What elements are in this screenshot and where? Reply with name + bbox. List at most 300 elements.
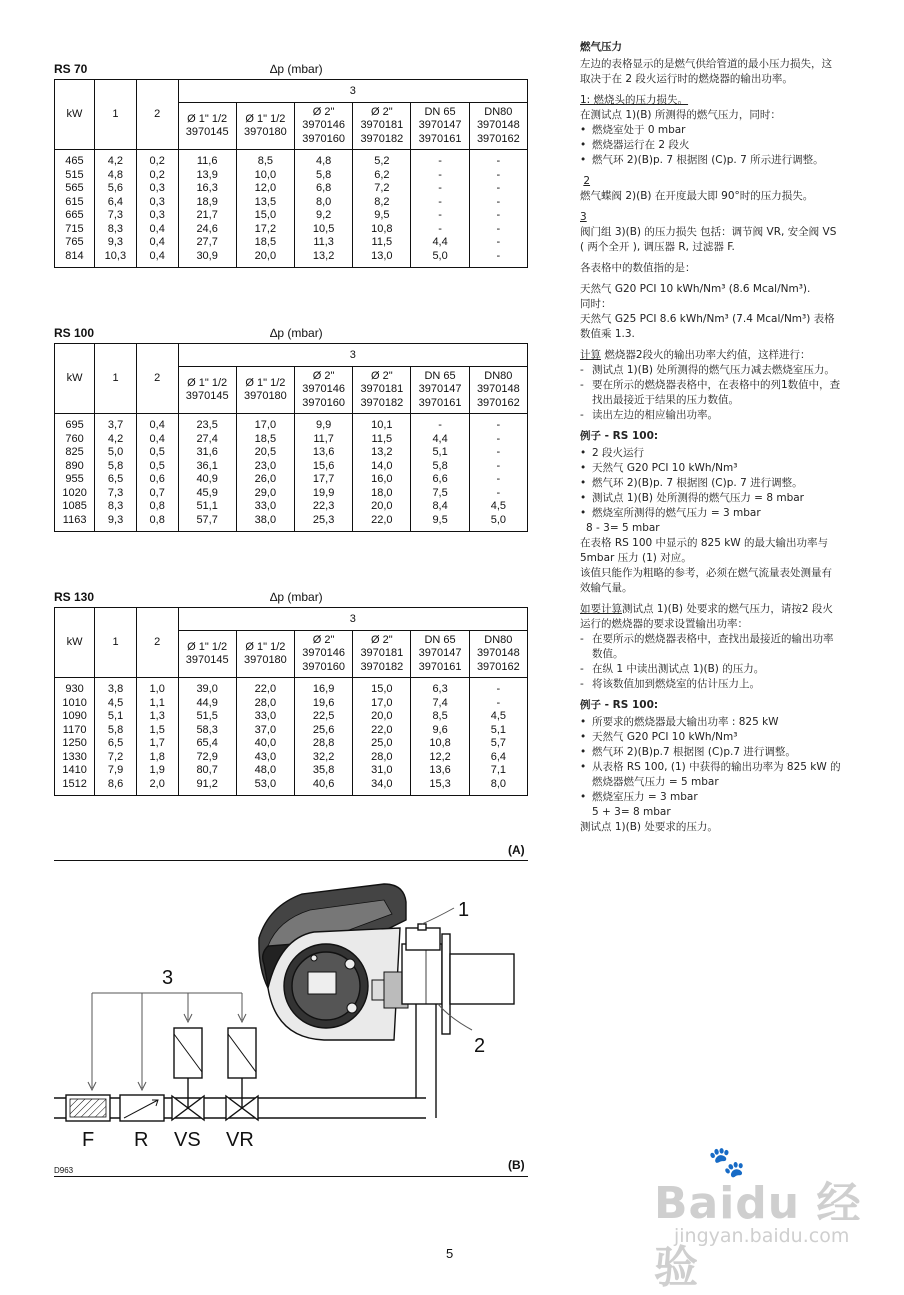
- table-cell: 11,5: [371, 236, 393, 248]
- table-cell: -: [496, 195, 501, 208]
- table-cell: 16,9: [312, 683, 335, 695]
- table-col: [55, 414, 95, 532]
- table-cell: -: [496, 696, 501, 709]
- table-cell: 1085: [62, 500, 87, 512]
- table-cell: -: [496, 236, 501, 248]
- table-col: [295, 150, 353, 268]
- valve-col-header: [469, 367, 527, 414]
- table-cell: 28,0: [371, 750, 393, 763]
- table-cell: 825: [65, 446, 84, 458]
- header-line: DN80: [484, 633, 513, 646]
- table-cell: -: [496, 446, 501, 458]
- table-cell: 31,6: [196, 446, 218, 458]
- table-cell: 1,8: [149, 750, 165, 763]
- list-item: - 在要所示的燃烧器表格中，查找出最接近的输出功率数值。: [580, 632, 842, 662]
- table-cell: 8,0: [490, 777, 506, 790]
- table-cell: 0,8: [149, 513, 165, 526]
- s3-head: 3: [580, 211, 587, 223]
- table-cell: 20,0: [254, 249, 277, 262]
- table-cell: 5,8: [107, 723, 124, 736]
- table-col: [178, 678, 236, 796]
- table-cell: 4,5: [490, 710, 506, 722]
- table-cell: 4,4: [432, 236, 448, 248]
- header-line: 3970180: [243, 654, 287, 666]
- table-col: [236, 150, 294, 268]
- table-cell: 0,4: [149, 236, 165, 248]
- table-cell: 695: [65, 419, 84, 431]
- table-cell: 10,0: [254, 168, 277, 181]
- table-cell: 0,4: [149, 222, 165, 235]
- calc-head: 计算: [580, 349, 601, 361]
- table-cell: 25,6: [312, 723, 335, 736]
- example2-head: 例子 - RS 100:: [580, 699, 659, 711]
- table-cell: 13,0: [371, 249, 393, 262]
- table-cell: 33,0: [254, 500, 277, 512]
- list-item: - 将该数值加到燃烧室的估计压力上。: [580, 677, 842, 692]
- example1-head: 例子 - RS 100:: [580, 430, 659, 442]
- example1-note: 该值只能作为粗略的参考，必须在燃气流量表处测量有效输气量。: [580, 567, 832, 594]
- col-header-3: 3: [178, 608, 527, 631]
- regulator-r-icon: [120, 1095, 164, 1121]
- table-cell: 615: [65, 195, 84, 208]
- table-cell: 11,5: [371, 432, 393, 445]
- table-block-rs130: [54, 590, 528, 796]
- table-cell: 1163: [62, 513, 87, 526]
- s1-head: 1: 燃烧头的压力损失。: [580, 94, 689, 106]
- table-cell: 13,5: [254, 195, 277, 208]
- header-line: 3970180: [243, 126, 287, 138]
- valve-col-header: [178, 367, 236, 414]
- table-cell: 18,5: [254, 236, 277, 248]
- list-item: • 燃气环 2)(B)p.7 根据图 (C)p.7 进行调整。: [580, 745, 842, 760]
- table-cell: 16,0: [371, 473, 393, 485]
- table-dp-label: ∆p (mbar): [270, 326, 323, 340]
- table-cell: 33,0: [254, 710, 277, 722]
- table-col: [353, 150, 411, 268]
- list-item: • 2 段火运行: [580, 446, 842, 461]
- table-cell: 5,1: [432, 446, 448, 458]
- table-cell: 8,4: [432, 500, 448, 512]
- table-cell: 0,3: [149, 195, 165, 208]
- filter-f-icon: [66, 1095, 110, 1121]
- valve-col-header: [411, 367, 469, 414]
- table-cell: 27,7: [196, 236, 218, 248]
- col-header-2: 2: [136, 80, 178, 150]
- table-cell: 1250: [62, 737, 87, 749]
- divider-a: [54, 860, 528, 861]
- valve-col-header: [353, 631, 411, 678]
- table-cell: 665: [65, 209, 84, 221]
- col-header-3: 3: [178, 344, 527, 367]
- header-line: 3970160: [302, 132, 346, 145]
- header-line: Ø 1" 1/2: [187, 376, 228, 389]
- table-cell: 10,8: [429, 737, 451, 749]
- table-header: [54, 62, 528, 78]
- table-cell: 4,2: [107, 155, 124, 167]
- table-model: RS 100: [54, 326, 95, 340]
- table-cell: 8,5: [257, 155, 274, 167]
- right-column: [580, 40, 842, 841]
- table-cell: 40,0: [254, 737, 277, 749]
- table-cell: 65,4: [196, 737, 218, 749]
- valve-col-header: [295, 103, 353, 150]
- table-cell: -: [496, 249, 501, 262]
- header-line: 3970146: [302, 383, 346, 396]
- table-cell: 72,9: [196, 750, 218, 763]
- table-cell: 5,0: [432, 249, 448, 262]
- table-col: [136, 414, 178, 532]
- header-line: Ø 1" 1/2: [245, 112, 286, 125]
- table-cell: 10,1: [371, 419, 393, 431]
- table-cell: 80,7: [196, 764, 218, 776]
- table-cell: 21,7: [196, 209, 218, 221]
- table-cell: 9,3: [107, 236, 124, 248]
- header-line: DN 65: [424, 369, 456, 382]
- table-cell: 13,6: [429, 764, 451, 776]
- table-cell: 43,0: [254, 750, 277, 763]
- valve-col-header: [411, 103, 469, 150]
- header-line: DN80: [484, 369, 513, 382]
- table-cell: 13,9: [196, 168, 218, 181]
- table-cell: 36,1: [196, 459, 218, 472]
- table-cell: -: [438, 222, 442, 235]
- table-col: [236, 414, 294, 532]
- header-line: 3970182: [360, 396, 404, 409]
- table-cell: 5,7: [490, 737, 506, 749]
- table-block-rs70: [54, 62, 528, 268]
- component-f-label: F: [82, 1129, 95, 1151]
- table-cell: 34,0: [371, 777, 393, 790]
- table-cell: 6,5: [107, 737, 124, 749]
- table-cell: 91,2: [196, 777, 218, 790]
- table-cell: -: [496, 155, 501, 167]
- table-cell: 31,0: [371, 764, 393, 776]
- table-cell: 9,6: [432, 723, 448, 736]
- table-cell: 5,2: [374, 155, 390, 167]
- list-item: • 从表格 RS 100, (1) 中获得的输出功率为 825 kW 的燃烧器燃气压力 = 5 mbar: [580, 760, 842, 790]
- pressure-table: [54, 79, 528, 268]
- col-header-2: 2: [136, 608, 178, 678]
- header-line: 3970180: [243, 390, 287, 402]
- table-cell: 12,2: [429, 750, 451, 763]
- table-cell: 13,2: [312, 249, 335, 262]
- burner-body: [259, 884, 514, 1040]
- col-header-kw: kW: [55, 608, 95, 678]
- header-line: Ø 2": [371, 633, 393, 646]
- valve-col-header: [353, 367, 411, 414]
- table-cell: 9,9: [315, 419, 332, 431]
- table-cell: 25,3: [312, 513, 335, 526]
- list-item: • 天然气 G20 PCI 10 kWh/Nm³: [580, 461, 842, 476]
- table-cell: 1410: [62, 764, 87, 776]
- table-cell: 0,3: [149, 209, 165, 221]
- table-cell: -: [496, 222, 501, 235]
- col-header-3: 3: [178, 80, 527, 103]
- valve-col-header: [236, 631, 294, 678]
- table-cell: 7,1: [490, 764, 506, 776]
- table-cell: 24,6: [196, 222, 218, 235]
- table-cell: 7,2: [374, 182, 390, 194]
- req-list: [580, 632, 842, 692]
- header-line: 3970145: [185, 390, 229, 402]
- section-title: 燃气压力: [580, 41, 622, 53]
- table-col: [95, 414, 137, 532]
- table-cell: 9,3: [107, 513, 124, 526]
- table-cell: 5,1: [107, 710, 124, 722]
- header-line: Ø 1" 1/2: [245, 376, 286, 389]
- table-cell: 15,6: [312, 459, 335, 472]
- list-item: • 燃气环 2)(B)p. 7 根据图 (C)p. 7 进行调整。: [580, 476, 842, 491]
- table-cell: 18,5: [254, 432, 277, 445]
- component-vr-label: VR: [226, 1129, 254, 1151]
- callout-1-label: 1: [458, 899, 470, 921]
- table-cell: 8,2: [374, 195, 390, 208]
- table-cell: 22,0: [371, 723, 393, 736]
- page-number: 5: [446, 1246, 454, 1261]
- table-cell: 22,3: [312, 500, 335, 512]
- header-line: 3970162: [476, 132, 520, 145]
- table-cell: 1020: [62, 486, 87, 499]
- table-cell: 40,9: [196, 473, 218, 485]
- s2-head: 2: [583, 175, 591, 187]
- list-item: - 要在所示的燃烧器表格中，在表格中的列1数值中，查找出最接近于结果的压力数值。: [580, 378, 842, 408]
- table-cell: 20,0: [371, 500, 393, 512]
- gas-mid: 同时：: [580, 298, 612, 310]
- table-col: [55, 678, 95, 796]
- table-cell: 0,4: [149, 249, 165, 262]
- header-row: [55, 344, 528, 367]
- header-line: 3970161: [418, 396, 462, 409]
- table-cell: 13,6: [312, 446, 335, 458]
- example2-end: 测试点 1)(B) 处要求的压力。: [580, 821, 718, 833]
- table-cell: 15,3: [429, 777, 451, 790]
- component-r-label: R: [134, 1129, 149, 1151]
- header-line: 3970181: [360, 647, 404, 660]
- table-cell: -: [496, 459, 501, 472]
- table-body-row: [55, 414, 528, 532]
- table-cell: 8,6: [107, 777, 124, 790]
- table-cell: 1,9: [149, 764, 165, 776]
- gas-g20: 天然气 G20 PCI 10 kWh/Nm³ (8.6 Mcal/Nm³).: [580, 283, 811, 295]
- header-line: 3970161: [418, 132, 462, 145]
- table-cell: 6,2: [374, 168, 390, 181]
- table-cell: 7,2: [107, 750, 124, 763]
- table-cell: 5,1: [490, 723, 506, 736]
- calc-text: 燃烧器2段火的输出功率大约值，这样进行：: [604, 349, 811, 361]
- req-head: 如要计算: [580, 603, 622, 615]
- table-cell: 3,8: [107, 683, 124, 695]
- table-col: [469, 150, 527, 268]
- valve-col-header: [295, 367, 353, 414]
- table-cell: 4,2: [107, 432, 124, 445]
- table-cell: -: [496, 486, 501, 499]
- table-cell: -: [496, 182, 501, 194]
- paw-logo-icon: 🐾: [708, 1146, 746, 1179]
- table-header: [54, 326, 528, 342]
- table-col: [411, 678, 469, 796]
- table-cell: 9,5: [374, 209, 390, 221]
- header-line: Ø 2": [312, 105, 335, 118]
- component-vs-label: VS: [174, 1129, 201, 1151]
- table-col: [295, 414, 353, 532]
- table-cell: 760: [65, 432, 84, 445]
- table-cell: 7,3: [107, 486, 124, 499]
- table-cell: 5,8: [315, 168, 332, 181]
- burner-diagram: [54, 868, 530, 1158]
- header-line: 3970145: [185, 654, 229, 666]
- table-cell: 930: [65, 683, 84, 695]
- table-col: [136, 150, 178, 268]
- table-body-row: [55, 150, 528, 268]
- table-cell: 40,6: [312, 777, 335, 790]
- table-cell: 7,3: [107, 209, 124, 221]
- watermark: [638, 1143, 878, 1293]
- table-dp-label: ∆p (mbar): [270, 590, 323, 604]
- header-line: 3970162: [476, 396, 520, 409]
- table-cell: 18,0: [371, 486, 393, 499]
- table-cell: 57,7: [196, 513, 218, 526]
- list-item: • 燃烧室处于 0 mbar: [580, 123, 842, 138]
- table-dp-label: ∆p (mbar): [270, 62, 323, 76]
- table-cell: 45,9: [196, 486, 218, 499]
- table-cell: 0,8: [149, 500, 165, 512]
- table-col: [95, 678, 137, 796]
- s1-list: [580, 123, 842, 168]
- gas-g25: 天然气 G25 PCI 8.6 kWh/Nm³ (7.4 Mcal/Nm³) 表格数值乘 1.3.: [580, 313, 835, 340]
- s3-text: 阀门组 3)(B) 的压力损失 包括：调节阀 VR, 安全阀 VS ( 两个全开 ), 调压器 R, 过滤器 F.: [580, 226, 837, 253]
- list-item: • 天然气 G20 PCI 10 kWh/Nm³: [580, 730, 842, 745]
- valve-col-header: [178, 103, 236, 150]
- list-item: • 所要求的燃烧器最大输出功率 : 825 kW: [580, 715, 842, 730]
- example1-calc: 8 - 3= 5 mbar: [586, 522, 660, 534]
- col-header-1: 1: [95, 344, 137, 414]
- table-cell: 1330: [62, 750, 87, 763]
- table-col: [55, 150, 95, 268]
- watermark-main: Baidu 经验: [654, 1178, 862, 1293]
- table-cell: 16,3: [196, 182, 218, 194]
- values-intro: 各表格中的数值指的是：: [580, 262, 696, 274]
- col-header-1: 1: [94, 80, 136, 150]
- table-cell: 11,6: [196, 155, 218, 167]
- table-cell: 7,4: [432, 696, 448, 709]
- callout-3-lines: [88, 993, 246, 1090]
- table-cell: 5,0: [490, 513, 506, 526]
- header-line: DN 65: [424, 633, 456, 646]
- table-cell: 8,3: [107, 222, 124, 235]
- list-item: • 燃烧室压力 = 3 mbar: [580, 790, 842, 805]
- header-line: Ø 2": [312, 369, 335, 382]
- table-cell: 6,6: [432, 473, 448, 485]
- intro-text: 左边的表格显示的是燃气供给管道的最小压力损失，这取决于在 2 段火运行时的燃烧器的输出功率。: [580, 58, 832, 85]
- table-cell: 10,3: [104, 249, 127, 262]
- table-cell: 44,9: [196, 696, 218, 709]
- table-cell: 5,6: [107, 182, 124, 194]
- list-item: - 读出左边的相应输出功率。: [580, 408, 842, 423]
- header-line: 3970145: [185, 126, 229, 138]
- valve-col-header: [236, 103, 294, 150]
- example2-list: [580, 715, 842, 805]
- col-header-1: 1: [95, 608, 137, 678]
- valve-col-header: [295, 631, 353, 678]
- table-cell: 38,0: [254, 513, 277, 526]
- callout-2-label: 2: [474, 1035, 486, 1057]
- table-cell: 0,5: [149, 446, 165, 458]
- list-item: • 燃烧器运行在 2 段火: [580, 138, 842, 153]
- example1-list: [580, 446, 842, 521]
- example2-calc: 5 + 3= 8 mbar: [592, 806, 671, 818]
- table-cell: 5,8: [432, 459, 448, 472]
- header-line: 3970181: [360, 383, 404, 396]
- table-cell: 19,6: [312, 696, 335, 709]
- table-cell: 48,0: [254, 764, 277, 776]
- col-header-kw: kW: [55, 344, 95, 414]
- table-cell: 1090: [62, 710, 87, 722]
- table-cell: 14,0: [371, 459, 393, 472]
- table-cell: 814: [65, 249, 84, 262]
- table-cell: 6,4: [490, 750, 506, 763]
- table-cell: 27,4: [196, 432, 218, 445]
- table-cell: 39,0: [196, 683, 218, 695]
- table-cell: 715: [65, 222, 84, 235]
- table-cell: 12,0: [254, 182, 277, 194]
- table-cell: 5,0: [107, 446, 124, 458]
- header-line: 3970162: [476, 660, 520, 673]
- header-line: DN80: [484, 105, 513, 118]
- table-cell: -: [438, 195, 442, 208]
- table-model: RS 70: [54, 62, 88, 76]
- table-cell: 1,7: [149, 737, 165, 749]
- header-line: 3970146: [302, 647, 346, 660]
- table-cell: 8,0: [315, 195, 332, 208]
- table-cell: 0,5: [149, 459, 165, 472]
- pressure-table: [54, 343, 528, 532]
- table-block-rs100: [54, 326, 528, 532]
- table-cell: 0,6: [149, 473, 165, 485]
- table-cell: -: [496, 168, 501, 181]
- valve-col-header: [353, 103, 411, 150]
- col-header-2: 2: [136, 344, 178, 414]
- header-line: 3970147: [418, 647, 462, 660]
- table-cell: 4,5: [107, 696, 124, 709]
- table-cell: 6,3: [432, 683, 448, 695]
- table-cell: 1,3: [149, 710, 165, 722]
- table-col: [411, 150, 469, 268]
- header-line: 3970182: [360, 660, 404, 673]
- table-cell: -: [496, 473, 501, 485]
- table-cell: 6,8: [315, 182, 332, 194]
- table-col: [236, 678, 294, 796]
- table-cell: 20,5: [254, 446, 277, 458]
- table-col: [469, 678, 527, 796]
- table-col: [295, 678, 353, 796]
- table-cell: 4,4: [432, 432, 448, 445]
- table-cell: -: [496, 683, 501, 695]
- table-cell: -: [496, 419, 501, 431]
- table-cell: 1,1: [149, 696, 165, 709]
- table-cell: -: [438, 182, 442, 194]
- header-line: DN 65: [424, 105, 456, 118]
- table-cell: 1,5: [149, 723, 165, 736]
- table-cell: 18,9: [196, 195, 218, 208]
- table-header: [54, 590, 528, 606]
- table-cell: 3,7: [107, 419, 124, 431]
- table-cell: 25,0: [371, 737, 393, 749]
- table-cell: 37,0: [254, 723, 277, 736]
- header-line: 3970182: [360, 132, 404, 145]
- table-model: RS 130: [54, 590, 95, 604]
- header-line: 3970146: [302, 119, 346, 132]
- table-cell: 0,4: [149, 419, 165, 431]
